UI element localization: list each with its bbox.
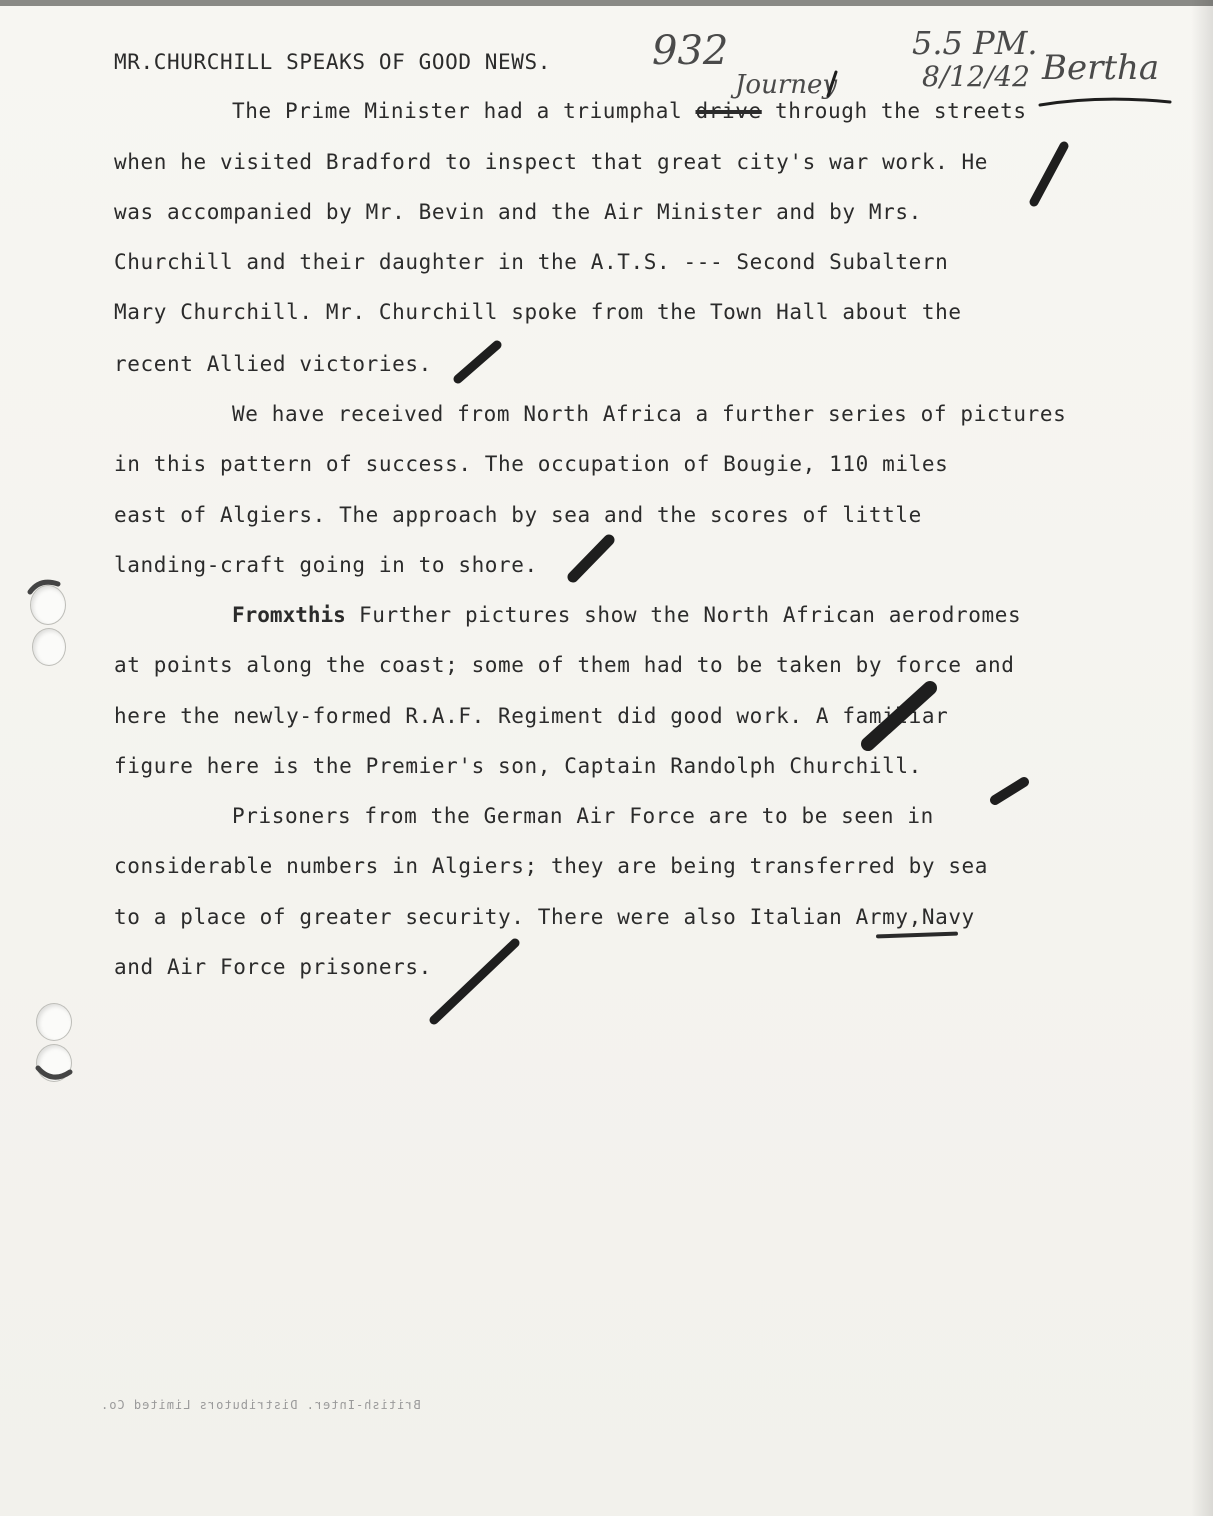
body-line: Mary Churchill. Mr. Churchill spoke from the Town Hall about the: [114, 300, 962, 324]
slash-mark: [458, 345, 497, 379]
body-line: was accompanied by Mr. Bevin and the Air Minister and by Mrs.: [114, 200, 922, 224]
punch-shadow-left: [38, 1068, 70, 1077]
body-line: Churchill and their daughter in the A.T.S. --- Second Subaltern: [114, 250, 949, 274]
slash-mark: [868, 688, 930, 744]
handwritten-time: 5.5 PM.: [912, 24, 1038, 62]
body-line: at points along the coast; some of them had to be taken by force and: [114, 653, 1015, 677]
body-line: We have received from North Africa a further series of pictures: [232, 402, 1067, 426]
body-line: when he visited Bradford to inspect that great city's war work. He: [114, 150, 989, 174]
handwritten-initials: Bertha: [1042, 48, 1160, 88]
document-title: MR.CHURCHILL SPEAKS OF GOOD NEWS.: [114, 50, 552, 74]
body-line: Prisoners from the German Air Force are to be seen in: [232, 804, 934, 828]
bleed-through-watermark: British-Inter. Distributors Limited Co.: [100, 1398, 421, 1412]
body-line: landing-craft going in to shore.: [114, 553, 538, 577]
typed-over-word: Fromxthis: [232, 603, 346, 627]
body-text: Further pictures show the North African aerodromes: [359, 603, 1022, 627]
body-text: The Prime Minister had a triumphal: [232, 99, 683, 123]
handwritten-inserted-word: Journey: [735, 70, 838, 100]
signature-underline: [1040, 99, 1170, 105]
body-line: in this pattern of success. The occupation of Bougie, 110 miles: [114, 452, 949, 476]
body-line: here the newly-formed R.A.F. Regiment did good work. A familiar: [114, 704, 949, 728]
punch-shadow-left: [30, 582, 58, 592]
slash-mark: [573, 540, 609, 577]
struck-word: drive: [695, 99, 762, 123]
body-line: recent Allied victories.: [114, 352, 432, 376]
body-line: figure here is the Premier's son, Captain Randolph Churchill.: [114, 754, 922, 778]
body-line: to a place of greater security. There were also Italian Army,Navy: [114, 905, 975, 929]
handwritten-number: 932: [652, 28, 729, 74]
slash-mark: [995, 782, 1024, 800]
body-line: considerable numbers in Algiers; they are being transferred by sea: [114, 854, 989, 878]
body-line: east of Algiers. The approach by sea and the scores of little: [114, 503, 922, 527]
slash-mark: [1034, 146, 1064, 202]
handwritten-date: 8/12/42: [922, 60, 1030, 93]
slash-mark: [828, 72, 836, 96]
slash-mark: [434, 943, 515, 1020]
body-text: through the streets: [774, 99, 1027, 123]
body-line: and Air Force prisoners.: [114, 955, 432, 979]
